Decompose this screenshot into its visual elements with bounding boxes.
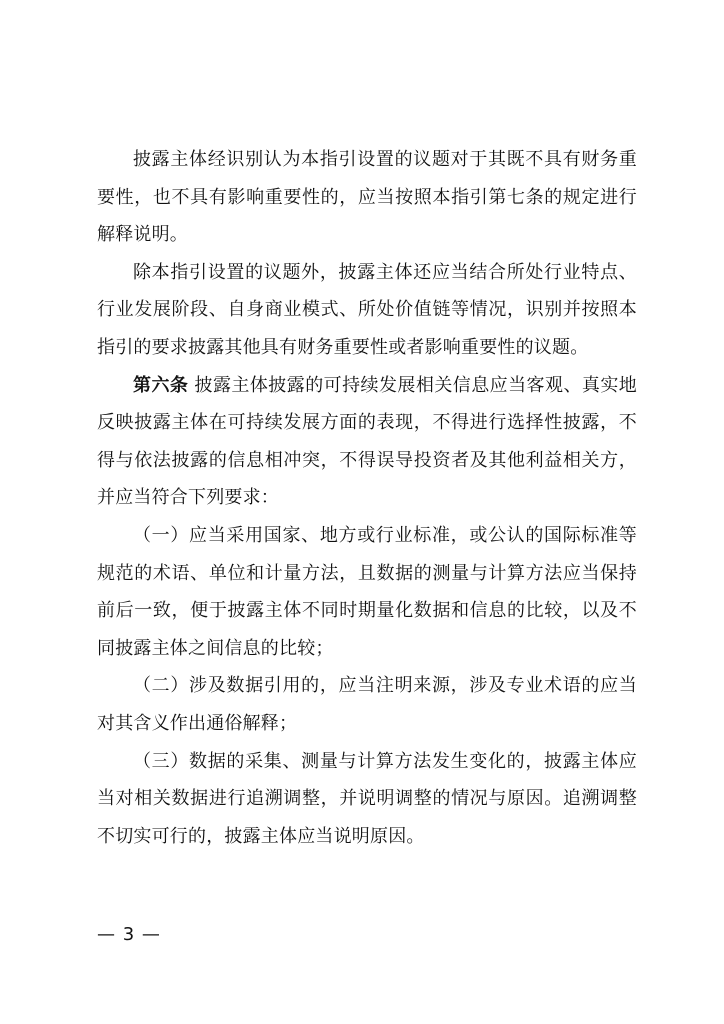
paragraph-item-1 [97, 517, 637, 667]
paragraph-5-text: （二）涉及数据引用的，应当注明来源，涉及专业术语的应当对其含义作出通俗解释； [97, 675, 637, 734]
paragraph-6-text: （三）数据的采集、测量与计算方法发生变化的，披露主体应当对相关数据进行追溯调整，并说明调整的情况与原因。追溯调整不切实可行的，披露主体应当说明原因。 [97, 750, 637, 847]
page-number: — 3 — [97, 924, 161, 945]
article-label: 第六条 [133, 374, 189, 396]
paragraph-3-text: 披露主体披露的可持续发展相关信息应当客观、真实地反映披露主体在可持续发展方面的表现，不得进行选择性披露，不得与依法披露的信息相冲突，不得误导投资者及其他利益相关方，并应当符合下列要求： [97, 374, 637, 509]
paragraph-1 [97, 141, 637, 254]
paragraph-2-text: 除本指引设置的议题外，披露主体还应当结合所处行业特点、行业发展阶段、自身商业模式、所处价值链等情况，识别并按照本指引的要求披露其他具有财务重要性或者影响重要性的议题。 [97, 261, 637, 358]
paragraph-2 [97, 254, 637, 367]
paragraph-1-text: 披露主体经识别认为本指引设置的议题对于其既不具有财务重要性，也不具有影响重要性的，应当按照本指引第七条的规定进行解释说明。 [97, 149, 637, 246]
paragraph-item-2 [97, 667, 637, 742]
document-body [97, 141, 637, 855]
paragraph-4-text: （一）应当采用国家、地方或行业标准，或公认的国际标准等规范的术语、单位和计量方法，且数据的测量与计算方法应当保持前后一致，便于披露主体不同时期量化数据和信息的比较，以及不同披露主体之间信息的比较； [97, 524, 637, 659]
paragraph-item-3 [97, 743, 637, 856]
paragraph-article-6 [97, 367, 637, 517]
